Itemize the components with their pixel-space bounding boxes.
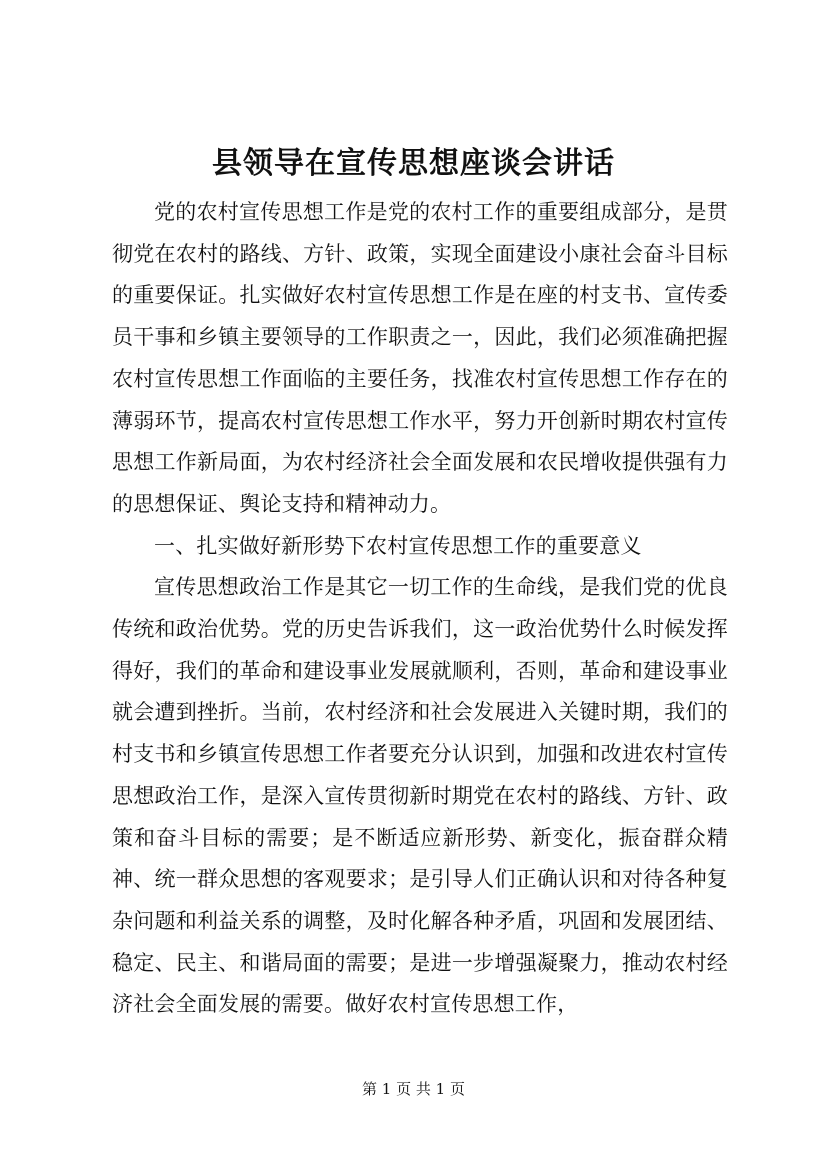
paragraph-significance: 宣传思想政治工作是其它一切工作的生命线，是我们党的优良传统和政治优势。党的历史告诉我们，这一政治优势什么时候发挥得好，我们的革命和建设事业发展就顺利，否则，革命和建设事业就会遭到挫折。当前，农村经济和社会发展进入关键时期，我们的村支书和乡镇宣传思想工作者要充分认识到，加强和改进农村宣传思想政治工作，是深入宣传贯彻新时期党在农村的路线、方针、政策和奋斗目标的需要；是不断适应新形势、新变化，振奋群众精神、统一群众思想的客观要求；是引导人们正确认识和对待各种复杂问题和利益关系的调整，及时化解各种矛盾，巩固和发展团结、稳定、民主、和谐局面的需要；是进一步增强凝聚力，推动农村经济社会全面发展的需要。做好农村宣传思想工作，: [112, 575, 728, 1017]
section-heading: 一、扎实做好新形势下农村宣传思想工作的重要意义: [154, 533, 642, 558]
document-body: [112, 192, 728, 1026]
document-title: 县领导在宣传思想座谈会讲话: [212, 146, 615, 181]
paragraph-intro: 党的农村宣传思想工作是党的农村工作的重要组成部分，是贯彻党在农村的路线、方针、政策，实现全面建设小康社会奋斗目标的重要保证。扎实做好农村宣传思想工作是在座的村支书、宣传委员干事和乡镇主要领导的工作职责之一，因此，我们必须准确把握农村宣传思想工作面临的主要任务，找准农村宣传思想工作存在的薄弱环节，提高农村宣传思想工作水平，努力开创新时期农村宣传思想工作新局面，为农村经济社会全面发展和农民增收提供强有力的思想保证、舆论支持和精神动力。: [112, 200, 728, 516]
page-footer: 第 1 页 共 1 页: [362, 1080, 465, 1098]
